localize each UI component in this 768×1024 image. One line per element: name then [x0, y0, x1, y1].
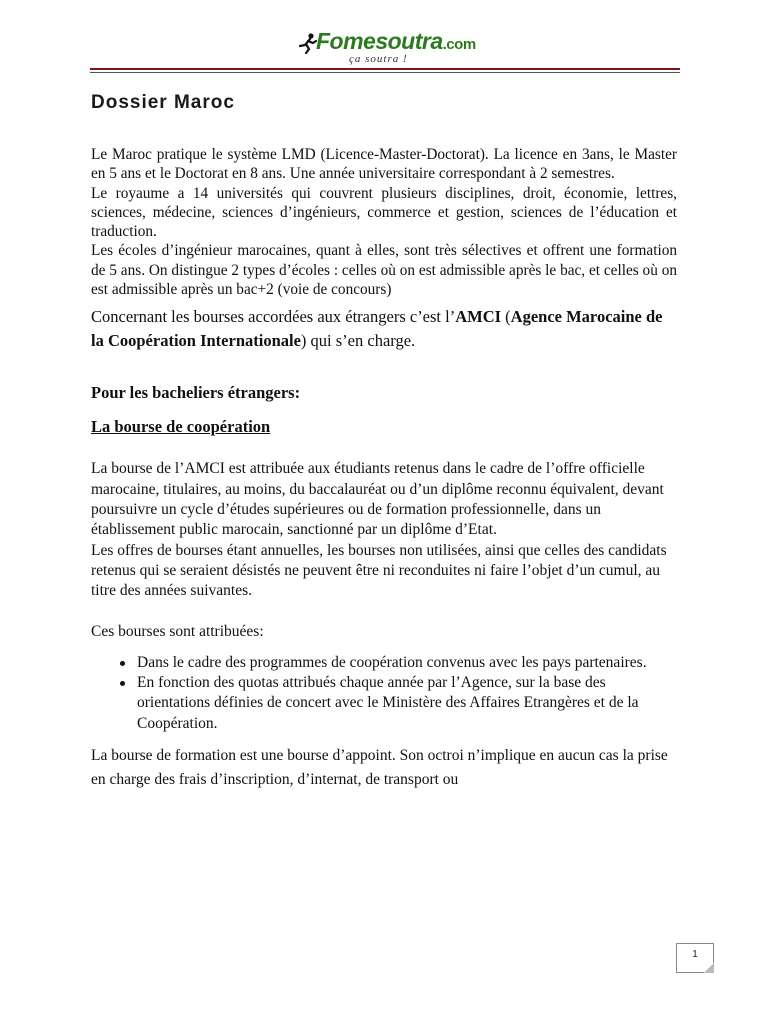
brand-tagline: ça soutra ! [349, 53, 408, 65]
brand-name: Fomesoutra.com [316, 28, 476, 54]
amci-full-name: Agence Marocaine de la Coopération Internationale [91, 307, 663, 351]
site-logo[interactable] [296, 26, 496, 70]
intro-paragraph-2: Le royaume a 14 universités qui couvrent plusieurs disciplines, droit, économie, lettres, sciences, médecine, sciences d’ingénieurs, commerce et gestion, sciences de l’éducation et traduction. [91, 184, 677, 241]
bullet-icon [120, 661, 125, 666]
bullet-icon [120, 681, 125, 686]
runner-icon [296, 32, 318, 54]
bourse-paragraph-2: Les offres de bourses étant annuelles, les bourses non utilisées, ainsi que celles des candidats retenus qui se seraient désistés ne peuvent être ni reconduites ni faire l’objet d’un cumul, au titre des années suivantes. [91, 541, 667, 600]
amci-acronym: AMCI [455, 307, 502, 327]
intro-paragraph-1: Le Maroc pratique le système LMD (Licence-Master-Doctorat). La licence en 3ans, le Master en 5 ans et le Doctorat en 8 ans. Une année universitaire correspondant à 2 semestres. [91, 146, 677, 183]
amci-paragraph: Concernant les bourses accordées aux étrangers c’est l’AMCI (Agence Marocaine de la Coopération Internationale) qui s’en charge. [91, 307, 663, 351]
header-rule [90, 68, 680, 70]
document-title: Dossier Maroc [91, 92, 235, 113]
list-item: En fonction des quotas attribués chaque année par l’Agence, sur la base des orientations définies de concert avec le Ministère des Affaires Etrangères et de la Coopération. [137, 673, 677, 734]
page-number: 1 [692, 949, 698, 960]
attribution-intro: Ces bourses sont attribuées: [91, 623, 264, 641]
heading-bacheliers: Pour les bacheliers étrangers: [91, 383, 301, 403]
document-body [91, 92, 677, 792]
attribution-list [91, 653, 677, 734]
header-rule-thin [90, 72, 680, 73]
last-paragraph: La bourse de formation est une bourse d’appoint. Son octroi n’implique en aucun cas la prise en charge des frais d’inscription, d’internat, de transport ou [91, 746, 668, 788]
intro-paragraph-3: Les écoles d’ingénieur marocaines, quant à elles, sont très sélectives et offrent une formation de 5 ans. On distingue 2 types d’écoles : celles où on est admissible après le bac, et celles où on est admissible après un bac+2 (voie de concours) [91, 242, 677, 299]
heading-bourse-cooperation: La bourse de coopération [91, 417, 271, 437]
bourse-paragraph-1: La bourse de l’AMCI est attribuée aux étudiants retenus dans le cadre de l’offre officielle marocaine, titulaires, au moins, du baccalauréat ou d’un diplôme reconnu équivalent, devant poursuivre un cycle d’études supérieures ou de formation professionnelle, dans un établissement public marocain, sanctionné par un diplôme d’Etat. [91, 460, 664, 539]
page-number-box [676, 943, 714, 973]
list-item: Dans le cadre des programmes de coopération convenus avec les pays partenaires. [137, 653, 677, 673]
page-fold-icon [704, 963, 714, 973]
